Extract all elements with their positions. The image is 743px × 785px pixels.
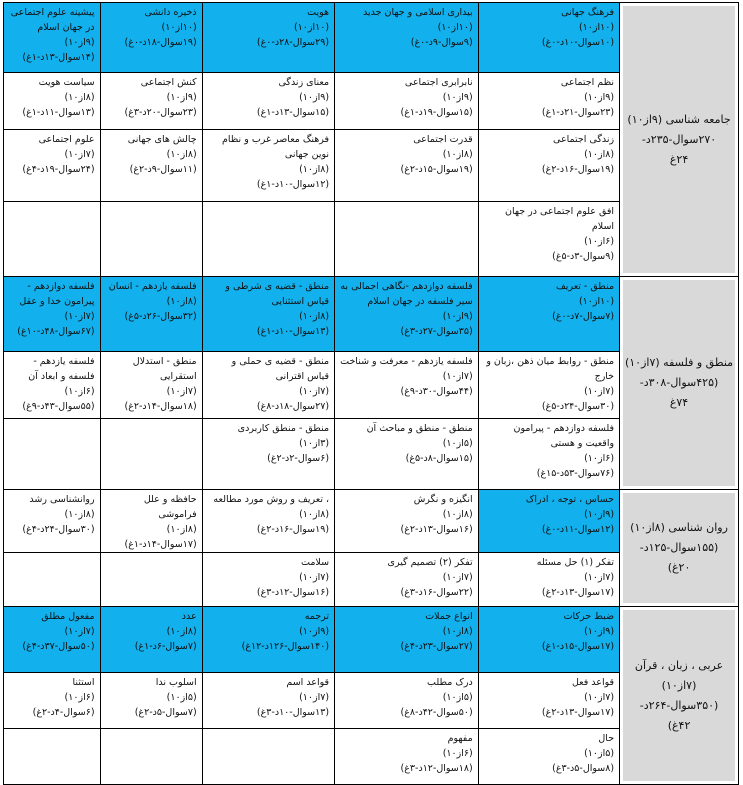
topic-stats: (۲۲سوال-۱۶د-۳غ) bbox=[400, 587, 473, 598]
topic-stats: (۶۷سوال-۴۸د-۱۰غ) bbox=[17, 326, 95, 337]
topic-cell bbox=[202, 277, 334, 352]
topic-cell bbox=[202, 130, 334, 202]
topic-title: سلامت bbox=[301, 557, 330, 568]
topic-stats: (۲۴سوال-۱۹د-۴غ) bbox=[22, 164, 95, 175]
topic-score: (۶از۱۰) bbox=[64, 386, 95, 397]
topic-title: چالش های جهانی bbox=[127, 134, 197, 145]
topic-title: علوم اجتماعی bbox=[38, 134, 95, 145]
topic-score: (۶از۱۰) bbox=[64, 692, 95, 703]
topic-cell bbox=[100, 277, 202, 352]
topic-score: (۸از۱۰) bbox=[299, 509, 330, 520]
topic-score: (۸از۱۰) bbox=[166, 296, 197, 307]
topic-stats: (۱۹سوال-۱۶د-۲غ) bbox=[541, 164, 615, 175]
subject-line: جامعه شناسی (۹از۱۰) bbox=[627, 112, 731, 126]
topic-stats: (۱۵سوال-۱۹د-۱غ) bbox=[400, 107, 473, 118]
topic-cell bbox=[478, 607, 619, 673]
empty-cell bbox=[4, 202, 101, 277]
topic-stats: (۱۴سوال-۱۳د-۱غ) bbox=[22, 52, 95, 63]
topic-stats: (۵۵سوال-۴۳د-۹غ) bbox=[22, 401, 95, 412]
topic-stats: (۷سوال-۷د-۰غ) bbox=[552, 311, 615, 322]
topic-score: (۹از۱۰) bbox=[442, 92, 473, 103]
topic-score: (۷از۱۰) bbox=[64, 626, 95, 637]
topic-title: هویت bbox=[307, 7, 330, 18]
topic-cell bbox=[100, 73, 202, 130]
topic-cell bbox=[4, 673, 101, 729]
topic-title: تفکر (۲) تصمیم گیری bbox=[387, 557, 473, 568]
topic-cell bbox=[478, 277, 619, 352]
topic-title: منطق - استدلال استقرایی bbox=[132, 356, 197, 382]
topic-title: پیشینه علوم اجتماعی در جهان اسلام bbox=[10, 7, 95, 33]
topic-stats: (۷سوال-۶د-۱غ) bbox=[134, 641, 197, 652]
topic-score: (۱۰از۱۰) bbox=[578, 296, 615, 307]
topic-stats: (۲۳سوال-۲۱د-۱غ) bbox=[541, 107, 615, 118]
topic-score: (۸از۱۰) bbox=[64, 509, 95, 520]
topic-cell bbox=[100, 352, 202, 419]
topic-title: مفعول مطلق bbox=[41, 611, 95, 622]
topic-score: (۸از۱۰) bbox=[64, 92, 95, 103]
topic-title: منطق - تعریف bbox=[555, 281, 615, 292]
topic-title: استثنا bbox=[72, 677, 95, 688]
table-row bbox=[4, 607, 739, 673]
table-row bbox=[4, 3, 739, 73]
topic-stats: (۱۳سوال-۱۰د-۱غ) bbox=[256, 326, 330, 337]
topic-cell bbox=[202, 607, 334, 673]
topic-stats: (۱۷سوال-۱۳د-۲غ) bbox=[541, 587, 615, 598]
topic-title: منطق - منطق کاربردی bbox=[237, 423, 330, 434]
topic-stats: (۳۲سوال-۲۶د-۵غ) bbox=[124, 311, 197, 322]
empty-cell bbox=[4, 729, 101, 785]
subject-line: ۲۰غ) bbox=[667, 561, 691, 574]
topic-stats: (۳۰سوال-۲۴د-۴غ) bbox=[22, 524, 95, 535]
table-row bbox=[4, 277, 739, 352]
topic-stats: (۱۴۰سوال-۱۲۶د-۱۲غ) bbox=[241, 641, 330, 652]
topic-cell bbox=[335, 607, 479, 673]
topic-score: (۸از۱۰) bbox=[584, 149, 615, 160]
topic-title: عدد bbox=[181, 611, 197, 622]
topic-cell bbox=[478, 673, 619, 729]
topic-score: (۱۰از۱۰) bbox=[161, 22, 197, 33]
topic-score: (۵از۱۰) bbox=[584, 748, 615, 759]
topic-score: (۵از۱۰) bbox=[442, 438, 473, 449]
topic-stats: (۳۰سوال-۲۴د-۵غ) bbox=[541, 401, 615, 412]
topic-cell bbox=[4, 352, 101, 419]
topic-cell bbox=[202, 553, 334, 607]
topic-stats: (۸سوال-۵د-۳غ) bbox=[552, 763, 615, 774]
topic-cell bbox=[4, 277, 101, 352]
topic-cell bbox=[335, 277, 479, 352]
topic-score: (۵از۱۰) bbox=[442, 692, 473, 703]
topic-title: انواع جملات bbox=[425, 611, 473, 622]
topic-stats: (۱۶سوال-۱۲د-۳غ) bbox=[256, 587, 330, 598]
topic-stats: (۱۵سوال-۸د-۵غ) bbox=[405, 453, 473, 464]
topic-cell bbox=[478, 73, 619, 130]
topic-cell bbox=[4, 130, 101, 202]
topic-stats: (۱۷سوال-۱۳د-۲غ) bbox=[541, 707, 615, 718]
topic-title: فرهنگ جهانی bbox=[561, 7, 615, 18]
empty-cell bbox=[202, 729, 334, 785]
topic-title: فلسفه یازدهم - فلسفه و ابعاد آن bbox=[28, 356, 95, 382]
topic-title: فلسفه یازدهم - انسان bbox=[108, 281, 197, 292]
topic-stats: (۲۹سوال-۲۸د-۰غ) bbox=[256, 37, 330, 48]
table-row bbox=[4, 490, 739, 553]
topic-cell bbox=[335, 130, 479, 202]
topic-score: (۹از۱۰) bbox=[166, 92, 197, 103]
topic-score: (۷از۱۰) bbox=[299, 386, 330, 397]
topic-stats: (۷۶سوال-۵۳د-۱۵غ) bbox=[536, 468, 615, 479]
topic-stats: (۵۰سوال-۳۷د-۴غ) bbox=[22, 641, 95, 652]
topic-stats: (۲۷سوال-۱۸د-۸غ) bbox=[256, 401, 330, 412]
topic-title: معنای زندگی bbox=[278, 77, 330, 88]
topic-cell bbox=[202, 73, 334, 130]
topic-cell bbox=[335, 419, 479, 490]
topic-title: ترجمه bbox=[304, 611, 330, 622]
subject-line: ۷۴غ bbox=[669, 396, 689, 409]
topic-score: (۷از۱۰) bbox=[442, 572, 473, 583]
topic-cell bbox=[335, 73, 479, 130]
topic-title: منطق - منطق و مباحث آن bbox=[366, 423, 473, 434]
topic-stats: (۶سوال-۲د-۲غ) bbox=[267, 453, 330, 464]
topic-cell bbox=[202, 352, 334, 419]
topic-title: کنش اجتماعی bbox=[140, 77, 197, 88]
subject-line: ۴۲غ) bbox=[667, 718, 691, 732]
subject-cell bbox=[620, 607, 739, 785]
subject-cell bbox=[620, 490, 739, 607]
empty-cell bbox=[202, 202, 334, 277]
topic-cell bbox=[335, 673, 479, 729]
topic-cell bbox=[478, 553, 619, 607]
topic-score: (۷از۱۰) bbox=[442, 371, 473, 382]
topic-cell bbox=[335, 553, 479, 607]
topic-stats: (۱۶سوال-۱۳د-۲غ) bbox=[400, 524, 473, 535]
topic-cell bbox=[478, 202, 619, 277]
topic-title: روانشناسی رشد bbox=[29, 494, 95, 505]
empty-cell bbox=[4, 419, 101, 490]
subject-box bbox=[623, 493, 735, 603]
empty-cell bbox=[335, 202, 479, 277]
subject-cell bbox=[620, 277, 739, 490]
subject-line: (۴۲۵سوال-۳۰۸د- bbox=[639, 376, 719, 389]
topic-score: (۸از۱۰) bbox=[166, 524, 197, 535]
topic-stats: (۵۰سوال-۴۲د-۸غ) bbox=[400, 707, 473, 718]
topic-score: (۵از۱۰) bbox=[166, 692, 197, 703]
topic-cell bbox=[4, 490, 101, 553]
topic-title: فرهنگ معاصر غرب و نظام نوین جهانی bbox=[221, 134, 330, 160]
topic-cell bbox=[100, 130, 202, 202]
empty-cell bbox=[100, 553, 202, 607]
subject-box bbox=[623, 610, 735, 781]
topic-score: (۸از۱۰) bbox=[442, 626, 473, 637]
topic-score: (۶از۱۰) bbox=[584, 236, 615, 247]
topic-stats: (۱۲سوال-۱۰د-۱غ) bbox=[256, 179, 330, 190]
topic-stats: (۱۱سوال-۹د-۲غ) bbox=[129, 164, 197, 175]
subject-box bbox=[623, 6, 735, 273]
topic-title: انگیزه و نگرش bbox=[413, 494, 473, 505]
topic-title: نظم اجتماعی bbox=[560, 77, 615, 88]
topic-stats: (۱۷سوال-۱۵د-۱غ) bbox=[541, 641, 615, 652]
subject-line: (۷از۱۰) bbox=[661, 678, 697, 692]
topic-title: فلسفه دوازدهم - پیرامون واقعیت و هستی bbox=[513, 423, 615, 449]
topic-title: منطق - قضیه ی حملی و قیاس اقترانی bbox=[231, 356, 330, 382]
subject-cell bbox=[620, 3, 739, 277]
topic-cell bbox=[4, 607, 101, 673]
topic-cell bbox=[478, 130, 619, 202]
topic-score: (۹از۱۰) bbox=[299, 626, 330, 637]
topic-title: ، تعریف و روش مورد مطالعه bbox=[213, 494, 330, 505]
topic-stats: (۱۳سوال-۱۱د-۱غ) bbox=[22, 107, 95, 118]
topic-title: حافظه و علل فراموشی bbox=[143, 494, 197, 520]
topic-stats: (۱۸سوال-۱۴د-۲غ) bbox=[124, 401, 197, 412]
topic-score: (۸از۱۰) bbox=[299, 164, 330, 175]
topic-score: (۹از۱۰) bbox=[64, 37, 95, 48]
topic-title: افق علوم اجتماعی در جهان اسلام bbox=[504, 206, 615, 232]
topic-title: قواعد فعل bbox=[571, 677, 615, 688]
topic-cell bbox=[202, 673, 334, 729]
topic-title: اسلوب ندا bbox=[155, 677, 197, 688]
topic-cell bbox=[335, 352, 479, 419]
topic-title: سیاست هویت bbox=[38, 77, 95, 88]
topic-score: (۶از۱۰) bbox=[584, 453, 615, 464]
subject-line: (۱۵۵سوال-۱۲۵د- bbox=[639, 541, 719, 554]
topic-cell bbox=[478, 729, 619, 785]
topic-title: فلسفه دوازدهم - پیرامون خدا و عقل bbox=[19, 281, 95, 307]
subject-box bbox=[623, 280, 735, 486]
topic-title: قواعد اسم bbox=[286, 677, 330, 688]
topic-score: (۷از۱۰) bbox=[584, 386, 615, 397]
topic-stats: (۲۳سوال-۲۰د-۳غ) bbox=[124, 107, 197, 118]
topic-score: (۹از۱۰) bbox=[299, 92, 330, 103]
topic-stats: (۹سوال-۳د-۵غ) bbox=[552, 251, 615, 262]
topic-title: فلسفه یازدهم - معرفت و شناخت bbox=[340, 356, 473, 367]
topic-title: درک مطلب bbox=[426, 677, 473, 688]
topic-score: (۸از۱۰) bbox=[299, 311, 330, 322]
topic-cell bbox=[100, 607, 202, 673]
topic-cell bbox=[4, 3, 101, 73]
topic-stats: (۱۹سوال-۱۵د-۲غ) bbox=[400, 164, 473, 175]
topic-score: (۷از۱۰) bbox=[299, 692, 330, 703]
topic-stats: (۱۸سوال-۱۲د-۳غ) bbox=[400, 763, 473, 774]
topic-cell bbox=[100, 490, 202, 553]
topic-cell bbox=[335, 490, 479, 553]
topic-title: تفکر (۱) حل مسئله bbox=[536, 557, 615, 568]
empty-cell bbox=[100, 202, 202, 277]
topics-table bbox=[3, 2, 739, 785]
topic-cell bbox=[100, 673, 202, 729]
topic-score: (۹از۱۰) bbox=[584, 626, 615, 637]
topic-cell bbox=[335, 729, 479, 785]
topic-stats: (۱۷سوال-۱۴د-۱غ) bbox=[124, 539, 197, 550]
topic-cell bbox=[478, 490, 619, 553]
topic-title: نابرابری اجتماعی bbox=[404, 77, 473, 88]
topic-stats: (۴۴سوال-۳۰د-۹غ) bbox=[400, 386, 473, 397]
topic-cell bbox=[100, 3, 202, 73]
topic-score: (۱۰از۱۰) bbox=[293, 22, 330, 33]
topic-score: (۸از۱۰) bbox=[166, 626, 197, 637]
topic-stats: (۱۹سوال-۱۶د-۲غ) bbox=[256, 524, 330, 535]
topic-stats: (۷سوال-۵د-۲غ) bbox=[134, 707, 197, 718]
topic-cell bbox=[478, 3, 619, 73]
topic-title: حساس ، توجه ، ادراک bbox=[525, 494, 615, 505]
topic-cell bbox=[202, 3, 334, 73]
topic-title: قدرت اجتماعی bbox=[413, 134, 473, 145]
subject-line: ۲۷۰سوال-۲۳۵د- bbox=[641, 132, 717, 146]
topic-stats: (۹سوال-۹د-۰غ) bbox=[410, 37, 473, 48]
topic-cell bbox=[202, 490, 334, 553]
topic-score: (۷از۱۰) bbox=[299, 572, 330, 583]
topic-score: (۷از۱۰) bbox=[166, 386, 197, 397]
topic-stats: (۱۹سوال-۱۸د-۰غ) bbox=[124, 37, 197, 48]
topic-title: مفهوم bbox=[447, 733, 473, 744]
topic-title: ضبط حرکات bbox=[563, 611, 615, 622]
topic-score: (۹از۱۰) bbox=[442, 311, 473, 322]
topic-score: (۸از۱۰) bbox=[166, 149, 197, 160]
topic-score: (۷از۱۰) bbox=[584, 692, 615, 703]
topic-cell bbox=[335, 3, 479, 73]
subject-line: عربی ، زبان ، قرآن bbox=[634, 658, 724, 672]
topic-cell bbox=[202, 419, 334, 490]
topic-score: (۱۰از۱۰) bbox=[437, 22, 473, 33]
topic-cell bbox=[478, 352, 619, 419]
topic-title: حال bbox=[598, 733, 615, 744]
topic-cell bbox=[4, 73, 101, 130]
topic-stats: (۱۵سوال-۱۳د-۱غ) bbox=[256, 107, 330, 118]
empty-cell bbox=[100, 729, 202, 785]
empty-cell bbox=[4, 553, 101, 607]
subject-line: ۲۴غ bbox=[669, 152, 689, 166]
topic-score: (۳از۱۰) bbox=[299, 438, 330, 449]
topic-title: فلسفه دوازدهم -نگاهی اجمالی به سیر فلسفه در جهان اسلام bbox=[340, 281, 473, 307]
topic-stats: (۱۳سوال-۱۰د-۳غ) bbox=[256, 707, 330, 718]
subject-line: روان شناسی (۸از۱۰) bbox=[630, 521, 728, 534]
topic-title: ذخیره دانشی bbox=[144, 7, 197, 18]
topic-cell bbox=[478, 419, 619, 490]
topic-score: (۷از۱۰) bbox=[64, 311, 95, 322]
topic-title: بیداری اسلامی و جهان جدید bbox=[362, 7, 473, 18]
topic-title: زندگی اجتماعی bbox=[553, 134, 615, 145]
subject-line: منطق و فلسفه (۷از۱۰) bbox=[624, 356, 734, 369]
topic-score: (۸از۱۰) bbox=[442, 149, 473, 160]
topic-stats: (۳۵سوال-۲۷د-۳غ) bbox=[400, 326, 473, 337]
topic-score: (۷از۱۰) bbox=[584, 572, 615, 583]
topic-score: (۹از۱۰) bbox=[584, 509, 615, 520]
topic-score: (۱۰از۱۰) bbox=[578, 22, 615, 33]
topic-score: (۷از۱۰) bbox=[64, 149, 95, 160]
topic-score: (۹از۱۰) bbox=[584, 92, 615, 103]
topic-stats: (۲۷سوال-۲۳د-۴غ) bbox=[400, 641, 473, 652]
subject-line: (۳۵۰سوال-۲۶۴د- bbox=[639, 698, 719, 712]
empty-cell bbox=[100, 419, 202, 490]
topic-score: (۸از۱۰) bbox=[442, 509, 473, 520]
topic-score: (۶از۱۰) bbox=[442, 748, 473, 759]
topic-title: منطق - روابط میان ذهن ،زبان و خارج bbox=[486, 356, 615, 382]
topic-title: منطق - قضیه ی شرطی و قیاس استثنایی bbox=[225, 281, 330, 307]
topic-stats: (۱۰سوال-۱۰د-۰غ) bbox=[541, 37, 615, 48]
topic-stats: (۱۲سوال-۱۱د-۰غ) bbox=[541, 524, 615, 535]
topic-stats: (۶سوال-۴د-۲غ) bbox=[32, 707, 95, 718]
